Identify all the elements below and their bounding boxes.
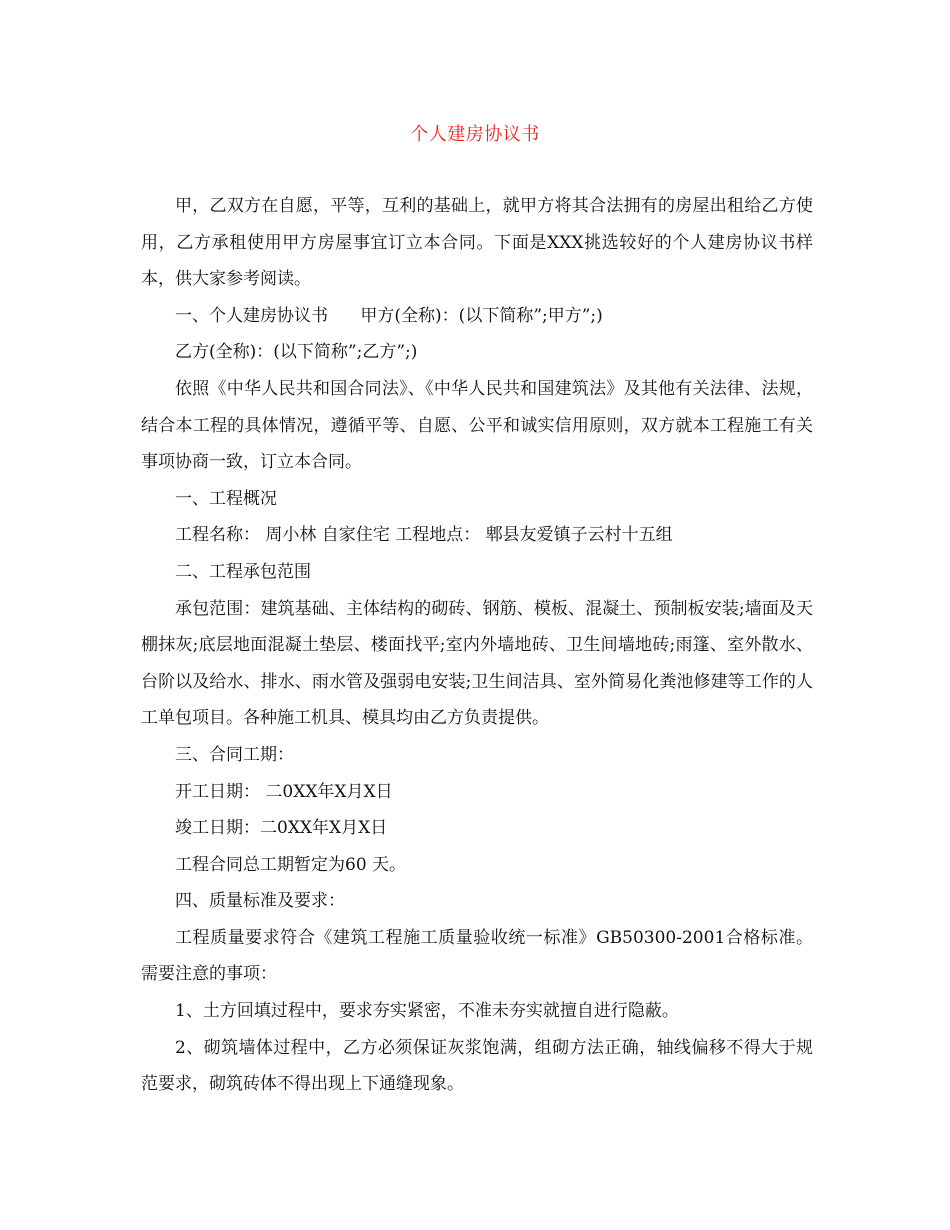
paragraph-scope: 承包范围：建筑基础、主体结构的砌砖、钢筋、模板、混凝土、预制板安装;墙面及天棚抹灰;底层地面混凝土垫层、楼面找平;室内外墙地砖、卫生间墙地砖;雨篷、室外散水、台阶以及给水、排水、雨水管及强弱电安装;卫生间洁具、室外简易化粪池修建等工作的人工单包项目。各种施工机具、模具均由乙方负责提供。 xyxy=(141,598,813,729)
section-heading-scope: 二、工程承包范围 xyxy=(175,561,311,582)
section-heading-period: 三、合同工期： xyxy=(175,744,294,765)
paragraph-project-name: 工程名称： 周小林 自家住宅 工程地点： 郫县友爱镇子云村十五组 xyxy=(175,525,673,546)
paragraph-party-b: 乙方(全称)：(以下简称”;乙方”;) xyxy=(175,342,418,363)
paragraph-legal-basis: 依照《中华人民共和国合同法》、《中华人民共和国建筑法》及其他有关法律、法规，结合本工程的具体情况，遵循平等、自愿、公平和诚实信用原则，双方就本工程施工有关事项协商一致，订立本合同。 xyxy=(141,378,813,473)
document-body xyxy=(141,188,819,1103)
paragraph-total-period: 工程合同总工期暂定为60 天。 xyxy=(175,854,407,875)
paragraph-party-a: 一、个人建房协议书 甲方(全称)：(以下简称”;甲方”;) xyxy=(175,305,603,326)
section-heading-quality: 四、质量标准及要求： xyxy=(175,891,345,912)
paragraph-item-2: 2、砌筑墙体过程中，乙方必须保证灰浆饱满，组砌方法正确，轴线偏移不得大于规范要求，砌筑砖体不得出现上下通缝现象。 xyxy=(141,1037,813,1095)
paragraph-item-1: 1、土方回填过程中，要求夯实紧密，不准未夯实就擅自进行隐蔽。 xyxy=(175,1001,679,1022)
paragraph-intro: 甲，乙双方在自愿，平等，互利的基础上，就甲方将其合法拥有的房屋出租给乙方使用，乙方承租使用甲方房屋事宜订立本合同。下面是XXX挑选较好的个人建房协议书样本，供大家参考阅读。 xyxy=(141,196,813,290)
paragraph-end-date: 竣工日期：二0XX年X月X日 xyxy=(175,818,388,839)
section-heading-overview: 一、工程概况 xyxy=(175,488,277,509)
paragraph-start-date: 开工日期： 二0XX年X月X日 xyxy=(175,781,393,802)
paragraph-quality-standard: 工程质量要求符合《建筑工程施工质量验收统一标准》GB50300-2001合格标准。 需要注意的事项： xyxy=(141,927,819,985)
document-title: 个人建房协议书 xyxy=(410,124,540,145)
